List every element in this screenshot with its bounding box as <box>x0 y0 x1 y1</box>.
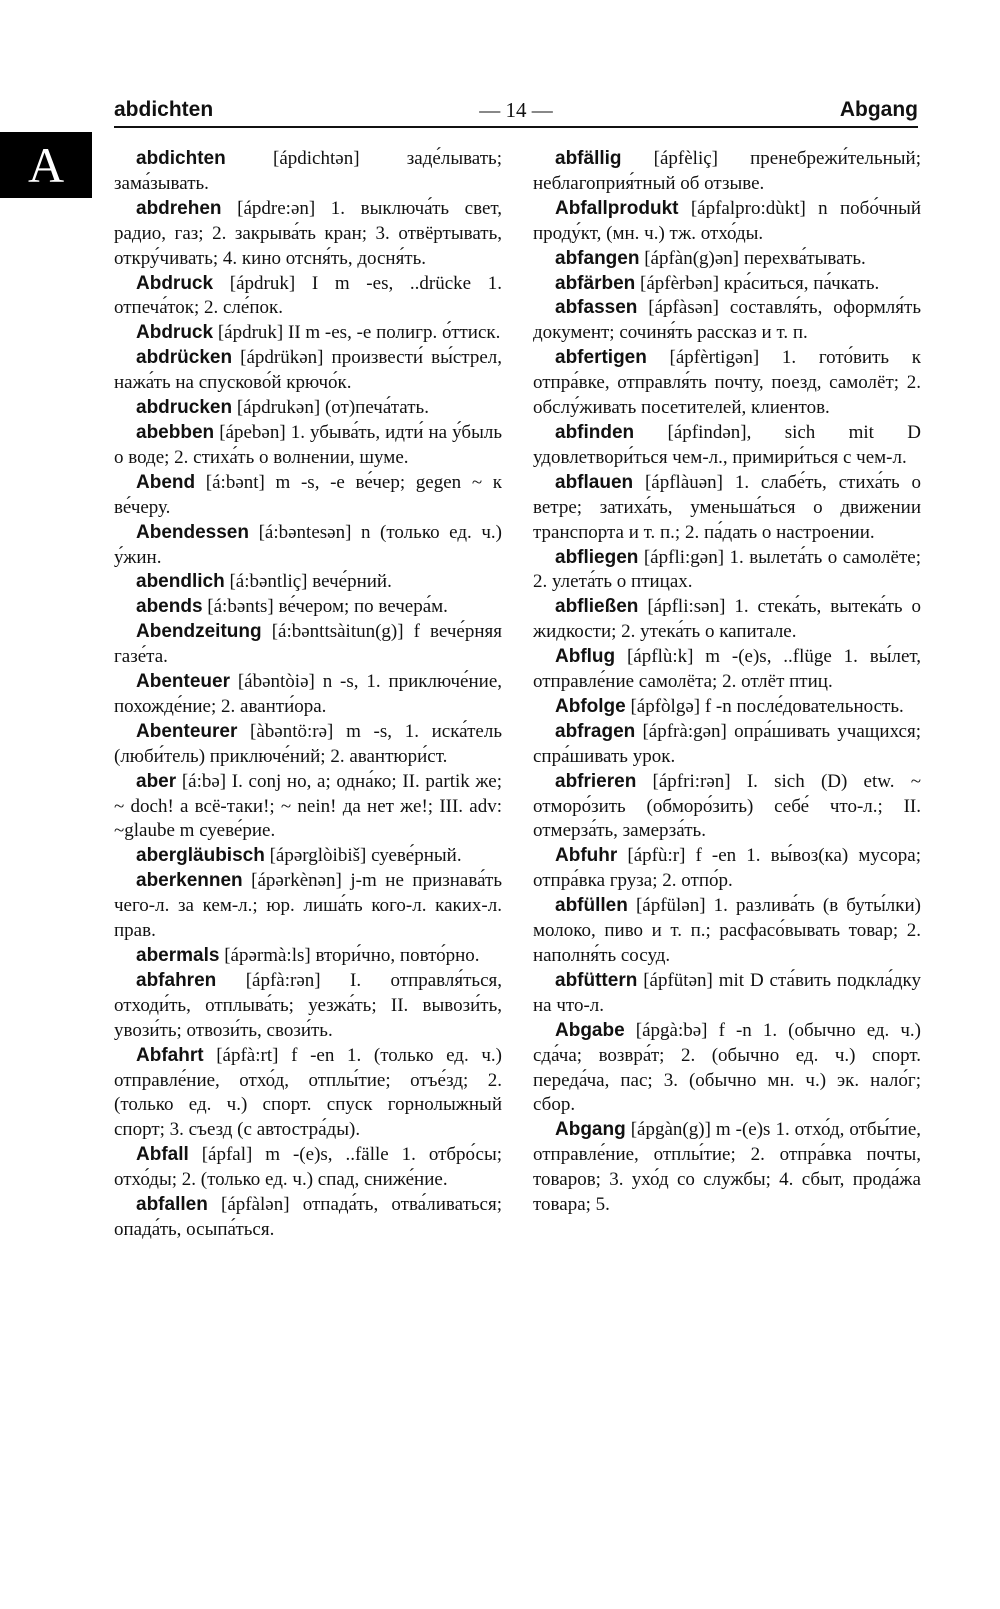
entry-definition: [ápfütən] mit D ста́вить подкла́дку на что-л. <box>533 969 921 1016</box>
dictionary-entry <box>533 695 921 720</box>
entry-definition: [àbəntö:rə] m -s, 1. иска́тель (люби́тель) приключе́ний; 2. авантюри́ст. <box>114 720 502 767</box>
dictionary-entry <box>114 147 502 197</box>
dictionary-entry <box>533 1019 921 1119</box>
dictionary-entry <box>533 595 921 645</box>
dictionary-entry <box>533 645 921 695</box>
dictionary-entry <box>533 296 921 346</box>
dictionary-entry <box>114 396 502 421</box>
entry-definition: [ápfindən], sich mit D удовлетвори́ться чем-л., примири́ться с чем-л. <box>533 421 922 468</box>
header-left-guideword: abdichten <box>114 98 214 121</box>
entry-definition: [ápebən] 1. убыва́ть, идти́ на у́быль о воде; 2. стиха́ть о волнении, шуме. <box>114 421 502 468</box>
entry-headword: abfahren <box>136 969 217 991</box>
dictionary-entry <box>114 421 502 471</box>
entry-definition: [ápfàn(g)ən] перехва́тывать. <box>644 247 866 269</box>
entry-definition: [ápfèrbən] кра́ситься, па́чкать. <box>640 272 880 294</box>
entry-definition: [ápfà:rən] I. отправля́ться, отходи́ть, отплыва́ть; уезжа́ть; II. вывози́ть, увози́ть; отвози́ть, свози́ть. <box>114 969 503 1041</box>
dictionary-entry <box>533 346 921 421</box>
entry-headword: abfärben <box>555 272 636 294</box>
entry-definition: [ápfri:rən] I. sich (D) etw. ~ отморо́зить (обморо́зить) себе́ что-л.; II. отмерза́ть, замерза́ть. <box>533 770 922 842</box>
entry-definition: [ápdre:ən] 1. выключа́ть свет, радио, газ; 2. закрыва́ть кран; 3. отвёртывать, откру́чивать; 4. кино отсня́ть, досня́ть. <box>114 197 503 269</box>
dictionary-entry <box>533 247 921 272</box>
entry-headword: Abenteuer <box>136 671 230 693</box>
dictionary-entry <box>533 272 921 297</box>
entry-headword: abfallen <box>136 1194 208 1216</box>
entry-headword: abfinden <box>555 421 635 443</box>
entry-headword: abfliegen <box>555 546 639 568</box>
entry-headword: abdrucken <box>136 397 233 419</box>
dictionary-entry <box>114 844 502 869</box>
entry-headword: abfrieren <box>555 770 637 792</box>
running-header <box>114 98 918 128</box>
right-column <box>533 147 921 1218</box>
entry-headword: abergläubisch <box>136 845 265 867</box>
dictionary-entry <box>533 894 921 969</box>
letter-thumb-tab: A <box>0 132 92 198</box>
dictionary-entry <box>533 844 921 894</box>
entry-definition: [ápdrükən] произвести́ вы́стрел, нажа́ть на спусково́й крючо́к. <box>114 347 502 394</box>
entry-definition: [ápflàuən] 1. слабе́ть, стиха́ть о ветре; затиха́ть, уменьша́ться о движении транспорта и т. п.; 2. па́дать о настроении. <box>533 471 922 543</box>
entry-definition: [á:bəntesən] n (только ед. ч.) у́жин. <box>114 521 502 568</box>
entry-definition: [ápflù:k] m -(e)s, ..flüge 1. вы́лет, отправле́ние самолёта; 2. отлёт птиц. <box>533 646 921 693</box>
entry-definition: [ápfli:gən] 1. вылета́ть о самолёте; 2. улета́ть о птицах. <box>533 546 921 593</box>
entry-definition: [ápfülən] 1. разлива́ть (в буты́лки) молоко, пиво и т. п.; расфасо́вывать товар; 2. наполня́ть сосуд. <box>533 895 921 966</box>
entry-definition: [ápfà:rt] f -en 1. (только ед. ч.) отправле́ние, отхо́д, отплы́тие; отъе́зд; 2. (только ед. ч.) спорт. спуск горнолыжный спорт; 3. съезд (с автостра́ды). <box>114 1044 502 1141</box>
entry-headword: abfällig <box>555 148 622 169</box>
entry-definition: [ápfal] m -(e)s, ..fälle 1. отбро́сы; отхо́ды; 2. (только ед. ч.) спад, сниже́ние. <box>114 1144 503 1191</box>
entry-headword: abfließen <box>555 596 639 618</box>
dictionary-entry <box>114 1044 502 1144</box>
entry-definition: [á:bənt] m -s, -e ве́чер; gegen ~ к ве́черу. <box>114 471 502 518</box>
entry-headword: abdrehen <box>136 197 222 219</box>
entry-headword: aberkennen <box>136 870 243 892</box>
entry-definition: [ápfù:r] f -en 1. вы́воз(ка) мусора; отпра́вка груза; 2. отпо́р. <box>533 845 922 892</box>
entry-headword: abebben <box>136 421 215 443</box>
entry-definition: [ápfèrtigən] 1. гото́вить к отпра́вке, отправля́ть почту, поезд, самолёт; 2. обслу́живать посетителей, клиентов. <box>533 347 921 419</box>
entry-definition: [ápfrà:gən] опра́шивать учащихся; спра́шивать урок. <box>533 720 922 767</box>
dictionary-entry <box>533 770 921 845</box>
entry-headword: aber <box>136 770 177 792</box>
entry-headword: Abfallprodukt <box>555 197 679 219</box>
entry-definition: [ápfli:sən] 1. стека́ть, вытека́ть о жидкости; 2. утека́ть о капитале. <box>533 596 921 643</box>
entry-headword: abermals <box>136 945 220 966</box>
dictionary-entry <box>114 321 502 346</box>
entry-definition: [ápfòlgə] f -n после́довательность. <box>630 695 904 717</box>
dictionary-entry <box>114 471 502 521</box>
dictionary-entry <box>114 869 502 944</box>
entry-headword: abdrücken <box>136 347 233 369</box>
entry-headword: abfragen <box>555 720 636 742</box>
entry-headword: abfassen <box>555 297 638 319</box>
entry-definition: [á:bəntliç] вече́рний. <box>229 571 392 593</box>
dictionary-entry <box>114 720 502 770</box>
entry-definition: [ápdruk] I m -es, ..drücke 1. отпеча́ток; 2. сле́пок. <box>114 272 503 319</box>
dictionary-entry <box>114 272 502 322</box>
dictionary-entry <box>533 471 921 546</box>
dictionary-entry <box>114 670 502 720</box>
entry-headword: Abgabe <box>555 1019 625 1041</box>
dictionary-entry <box>114 570 502 595</box>
entry-definition: [ápgàn(g)] m -(e)s 1. отхо́д, отбы́тие, отправле́ние, отплы́тие; 2. отпра́вка почты, товаров; 3. ухо́д со службы; 4. сбыт, прода́жа товара; 5. <box>533 1119 922 1216</box>
dictionary-entry <box>533 720 921 770</box>
dictionary-entry <box>533 147 921 197</box>
dictionary-entry <box>114 620 502 670</box>
entry-headword: Abfuhr <box>555 845 618 867</box>
entry-headword: Abflug <box>555 646 616 668</box>
entry-definition: [ápfàlən] отпада́ть, отва́ливаться; опада́ть, осыпа́ться. <box>114 1194 502 1240</box>
entry-headword: Abfahrt <box>136 1044 204 1066</box>
dictionary-entry <box>114 1143 502 1193</box>
entry-headword: Abfolge <box>555 695 626 717</box>
dictionary-entry <box>114 197 502 272</box>
dictionary-entry <box>114 595 502 620</box>
entry-definition: [ápərglòibiš] суеве́рный. <box>269 845 462 867</box>
entry-headword: abfüllen <box>555 895 628 917</box>
dictionary-entry <box>114 1193 502 1243</box>
entry-headword: Abenteurer <box>136 720 238 742</box>
entry-definition: [á:bə] I. conj но, а; одна́ко; II. partik же; ~ doch! а всё-таки!; ~ nein! да нет же!; III. adv: ~glaube m суеве́рие. <box>114 770 503 842</box>
entry-headword: Abfall <box>136 1144 189 1166</box>
dictionary-entry <box>533 421 921 471</box>
entry-definition: [á:bənttsàitun(g)] f вече́рняя газе́та. <box>114 621 503 668</box>
entry-definition: [ápdrukən] (от)печа́тать. <box>236 397 429 419</box>
entry-headword: Abdruck <box>136 272 214 294</box>
entry-headword: abendlich <box>136 571 225 593</box>
entry-definition: [á:bənts] ве́чером; по вечера́м. <box>207 596 448 618</box>
dictionary-entry <box>533 969 921 1019</box>
dictionary-entry <box>533 1118 921 1218</box>
entry-headword: Abend <box>136 471 196 493</box>
entry-definition: [ápgà:bə] f -n 1. (обычно ед. ч.) сда́ча; возвра́т; 2. (обычно ед. ч.) спорт. переда́ча, пас; 3. (обычно мн. ч.) эк. нало́г; сбор. <box>533 1019 922 1116</box>
entry-definition: [ápdichtən] заде́лывать; зама́зывать. <box>114 148 502 194</box>
entry-definition: [ápərkènən] j-m не признава́ть чего-л. за кем-л.; юр. лиша́ть кого-л. каких-л. прав. <box>114 870 502 942</box>
entry-definition: [ápfalpro:dùkt] n побо́чный проду́кт, (мн. ч.) тж. отхо́ды. <box>533 197 921 244</box>
dictionary-entry <box>114 521 502 571</box>
dictionary-entry <box>533 197 921 247</box>
entry-definition: [ábəntòiə] n -s, 1. приключе́ние, похожде́ние; 2. аванти́ора. <box>114 671 502 717</box>
entry-headword: abends <box>136 596 203 618</box>
entry-definition: [ápdruk] II m -es, -e полигр. о́ттиск. <box>217 322 501 344</box>
dictionary-entry <box>114 969 502 1044</box>
dictionary-entry <box>533 546 921 596</box>
entry-headword: Abdruck <box>136 322 214 344</box>
dictionary-entry <box>114 770 502 845</box>
entry-definition: [ápərmà:ls] втори́чно, повто́рно. <box>224 945 480 966</box>
entry-headword: abdichten <box>136 148 226 169</box>
header-right-guideword: Abgang <box>839 98 918 121</box>
page-number: — 14 — <box>479 98 553 122</box>
entry-headword: Abendessen <box>136 521 249 543</box>
entry-headword: abfüttern <box>555 969 638 991</box>
entry-headword: abflauen <box>555 471 634 493</box>
dictionary-entry <box>114 944 502 969</box>
left-column <box>114 147 502 1243</box>
entry-definition: [ápfàsən] составля́ть, оформля́ть документ; сочиня́ть рассказ и т. п. <box>533 297 921 344</box>
entry-definition: [ápfèliç] пренебрежи́тельный; неблагоприя́тный об отзыве. <box>533 148 921 194</box>
entry-headword: abfertigen <box>555 347 647 369</box>
dictionary-entry <box>114 346 502 396</box>
entry-headword: Abendzeitung <box>136 621 262 643</box>
entry-headword: abfangen <box>555 247 640 269</box>
entry-headword: Abgang <box>555 1119 626 1141</box>
